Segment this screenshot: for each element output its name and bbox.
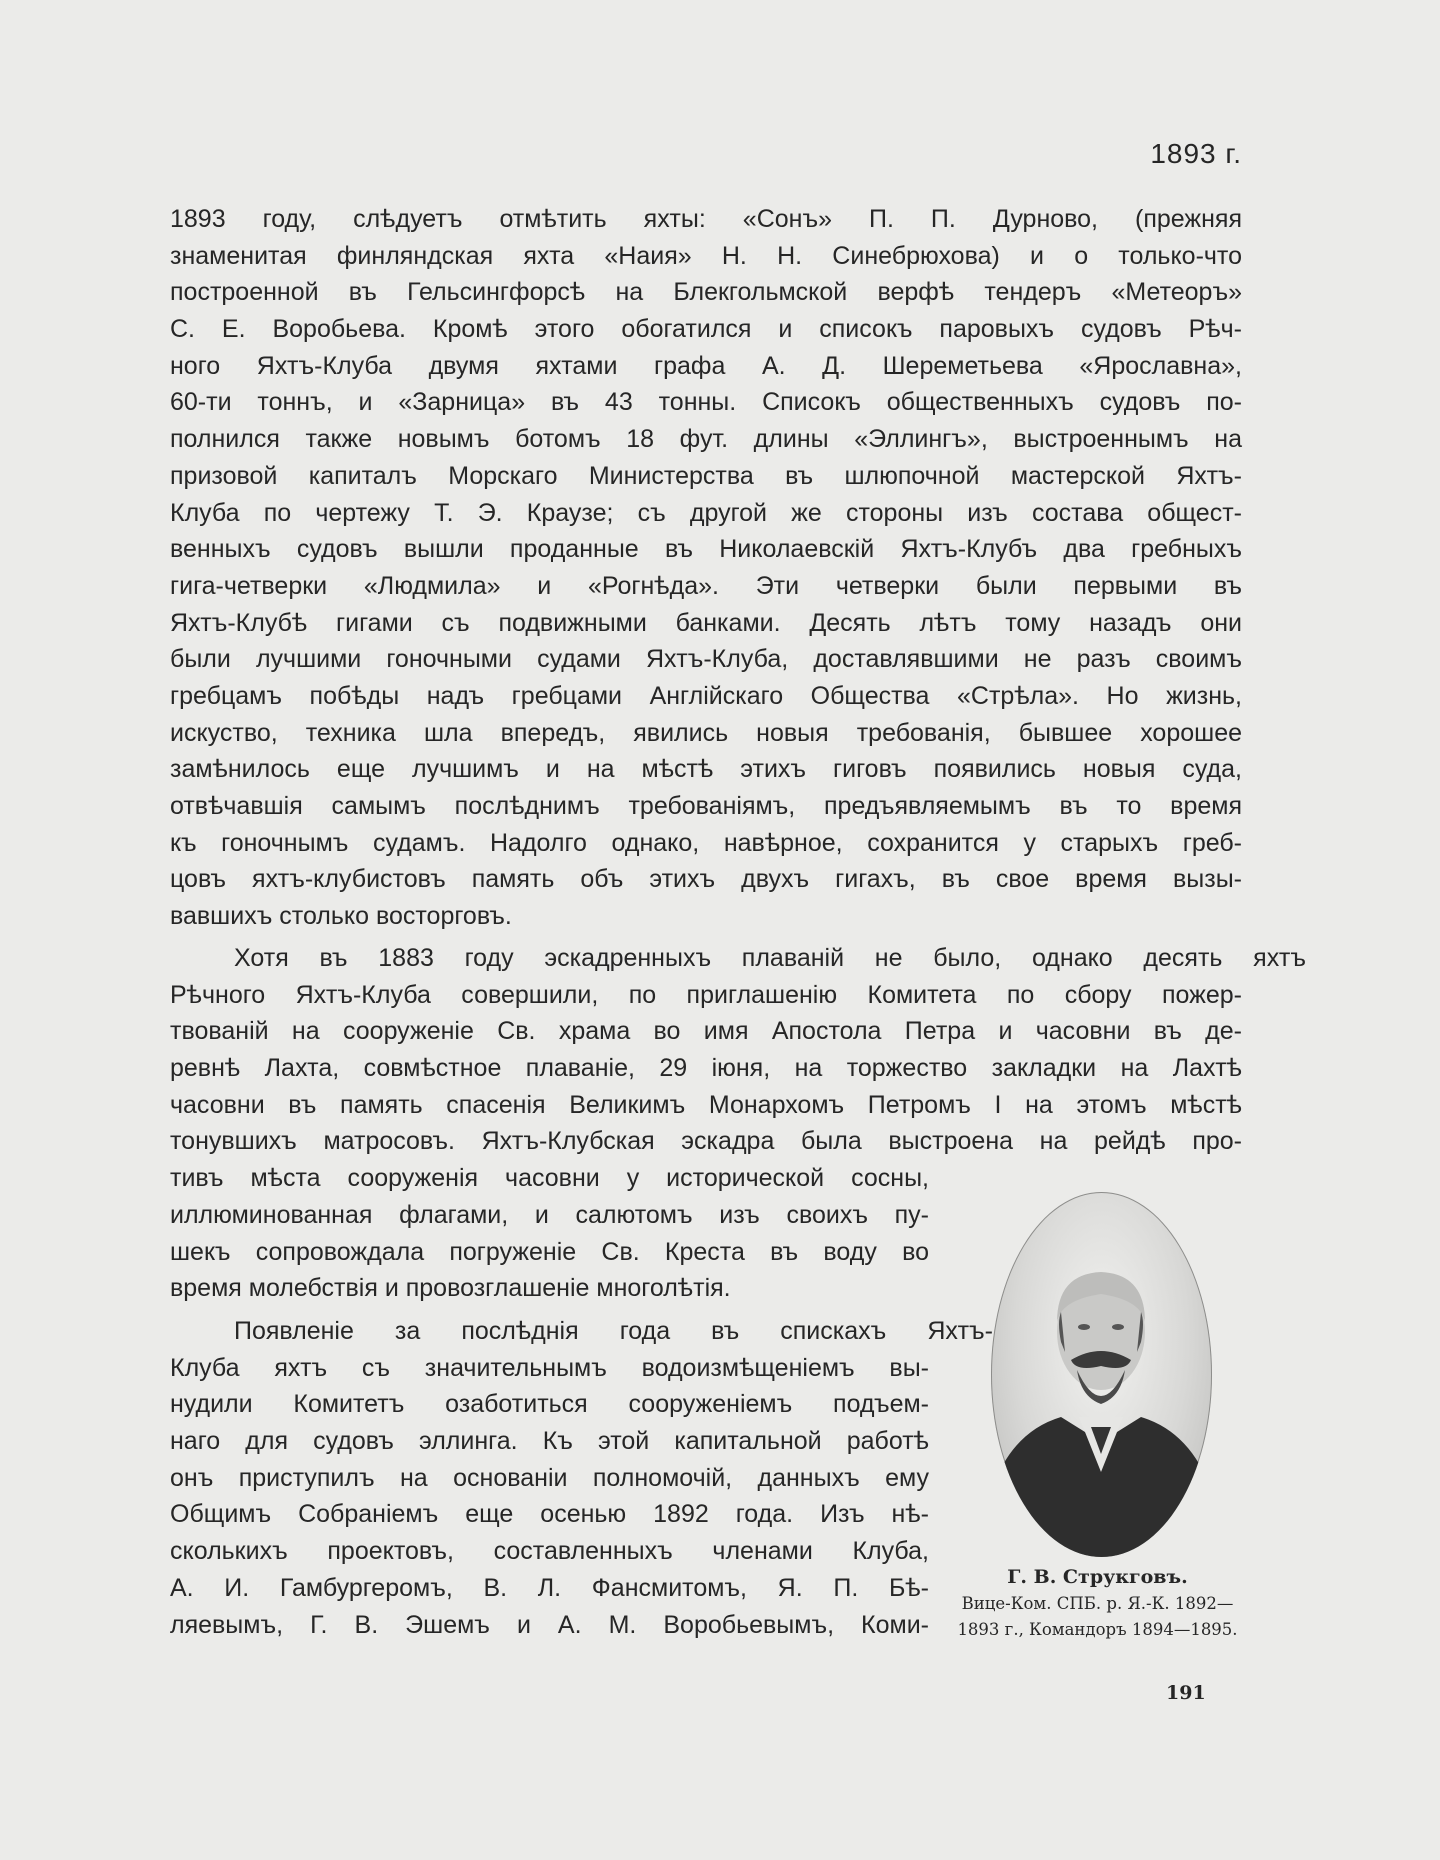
text-line: иллюминованная флагами, и салютомъ изъ своихъ пу-	[170, 1200, 929, 1229]
paragraph-3	[170, 1313, 993, 1643]
text-line: гига-четверки «Людмила» и «Рогнѣда». Эти четверки были первыми въ	[170, 571, 1242, 600]
text-line: Яхтъ-Клубѣ гигами съ подвижными банками. Десять лѣтъ тому назадъ они	[170, 608, 1242, 637]
text-line: сколькихъ проектовъ, составленныхъ членами Клуба,	[170, 1537, 929, 1566]
text-line: искуство, техника шла впередъ, явились новыя требованія, бывшее хорошее	[170, 718, 1242, 747]
text-line: время молебствія и провозглашеніе многолѣтія.	[170, 1274, 731, 1303]
text-line: нудили Комитетъ озаботиться сооруженіемъ подъем-	[170, 1390, 929, 1419]
text-line: къ гоночнымъ судамъ. Надолго однако, навѣрное, сохранится у старыхъ греб-	[170, 828, 1242, 857]
running-header-year: 1893 г.	[1150, 138, 1242, 169]
text-line: ревнѣ Лахта, совмѣстное плаваніе, 29 іюня, на торжество закладки на Лахтѣ	[170, 1054, 1242, 1083]
text-line: построенной въ Гельсингфорсѣ на Блекгольмской верфѣ тендеръ «Метеоръ»	[170, 278, 1242, 307]
text-line: были лучшими гоночными судами Яхтъ-Клуба, доставлявшими не разъ своимъ	[170, 645, 1242, 674]
text-line: полнился также новымъ ботомъ 18 фут. длины «Эллингъ», выстроеннымъ на	[170, 425, 1242, 454]
text-line: отвѣчавшія самымъ послѣднимъ требованіямъ, предъявляемымъ въ то время	[170, 792, 1242, 820]
text-line: С. Е. Воробьева. Кромѣ этого обогатился и списокъ паровыхъ судовъ Рѣч-	[170, 315, 1242, 344]
text-line: А. И. Гамбургеромъ, В. Л. Фансмитомъ, Я. П. Бѣ-	[170, 1573, 929, 1602]
text-line: тивъ мѣста сооруженія часовни у исторической сосны,	[170, 1164, 929, 1193]
text-line: призовой капиталъ Морскаго Министерства въ шлюпочной мастерской Яхтъ-	[170, 461, 1242, 490]
text-line: онъ приступилъ на основаніи полномочій, данныхъ ему	[170, 1463, 929, 1492]
text-line: Рѣчного Яхтъ-Клуба совершили, по приглашенію Комитета по сбору пожер-	[170, 980, 1242, 1009]
page-number: 191	[1166, 1682, 1206, 1704]
text-line: 60-ти тоннъ, и «Зарница» въ 43 тонны. Списокъ общественныхъ судовъ по-	[170, 388, 1242, 417]
text-line: 1893 году, слѣдуетъ отмѣтить яхты: «Сонъ» П. П. Дурново, (прежняя	[170, 205, 1242, 233]
text-line: Клуба яхтъ съ значительнымъ водоизмѣщеніемъ вы-	[170, 1353, 929, 1382]
text-line: Хотя въ 1883 году эскадренныхъ плаваній не было, однако десять яхтъ	[234, 944, 1306, 972]
text-line: Клуба по чертежу Т. Э. Краузе; съ другой же стороны изъ состава общест-	[170, 498, 1242, 527]
text-line: гребцамъ побѣды надъ гребцами Англійскаго Общества «Стрѣла». Но жизнь,	[170, 681, 1242, 710]
text-line: тонувшихъ матросовъ. Яхтъ-Клубская эскадра была выстроена на рейдѣ про-	[170, 1127, 1242, 1156]
text-line: венныхъ судовъ вышли проданные въ Николаевскій Яхтъ-Клубъ два гребныхъ	[170, 535, 1242, 564]
text-line: наго для судовъ эллинга. Къ этой капитальной работѣ	[170, 1427, 929, 1456]
portrait-icon	[991, 1192, 1212, 1557]
text-line: вавшихъ столько восторговъ.	[170, 902, 512, 931]
text-line: Общимъ Собраніемъ еще осенью 1892 года. Изъ нѣ-	[170, 1500, 929, 1529]
text-line: ного Яхтъ-Клуба двумя яхтами графа А. Д. Шереметьева «Ярославна»,	[170, 351, 1242, 380]
portrait-photo	[991, 1192, 1212, 1557]
text-line: замѣнилось еще лучшимъ и на мѣстѣ этихъ гиговъ появились новыя суда,	[170, 755, 1242, 784]
paragraph-1	[170, 201, 1242, 935]
text-line: часовни въ память спасенія Великимъ Монархомъ Петромъ I на этомъ мѣстѣ	[170, 1090, 1242, 1119]
text-line: цовъ яхтъ-клубистовъ память объ этихъ двухъ гигахъ, въ свое время вызы-	[170, 865, 1242, 894]
portrait-caption-name: Г. В. Струкговъ.	[1007, 1566, 1188, 1588]
text-line: знаменитая финляндская яхта «Наия» Н. Н. Синебрюхова) и о только-что	[170, 241, 1242, 270]
text-line: Появленіе за послѣднія года въ спискахъ Яхтъ-	[234, 1317, 993, 1345]
portrait-caption-line-2: 1893 г., Командоръ 1894—1895.	[957, 1620, 1238, 1639]
portrait-caption-line-1: Вице-Ком. СПБ. р. Я.-К. 1892—	[961, 1594, 1234, 1613]
text-line: твованій на сооруженіе Св. храма во имя Апостола Петра и часовни въ де-	[170, 1017, 1242, 1046]
text-line: шекъ сопровождала погруженіе Св. Креста въ воду во	[170, 1237, 929, 1266]
text-line: ляевымъ, Г. В. Эшемъ и А. М. Воробьевымъ, Коми-	[170, 1610, 929, 1639]
